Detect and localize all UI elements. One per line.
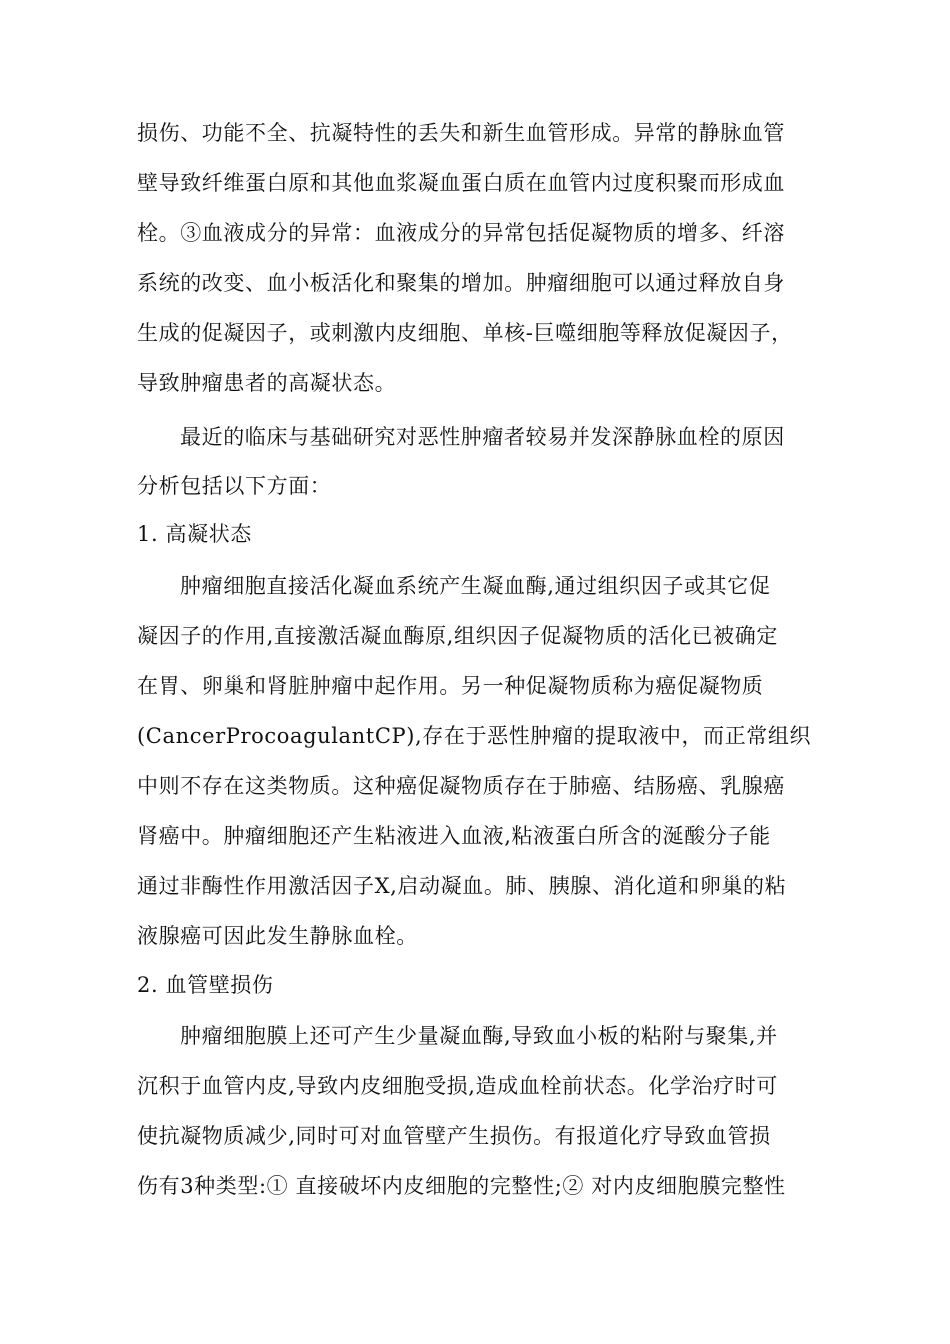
text-line: 沉积于血管内皮,导致内皮细胞受损,造成血栓前状态。化学治疗时可 [137,1074,778,1098]
text-line: 在胃、卵巢和肾脏肿瘤中起作用。另一种促凝物质称为癌促凝物质 [137,674,764,698]
text-line: 中则不存在这类物质。这种癌促凝物质存在于肺癌、结肠癌、乳腺癌 [137,774,785,798]
section-heading: 1. 高凝状态 [137,522,252,546]
text-line: 导致肿瘤患者的高凝状态。 [137,371,397,395]
text-line: 系统的改变、血小板活化和聚集的增加。肿瘤细胞可以通过释放自身 [137,271,785,295]
text-line: 最近的临床与基础研究对恶性肿瘤者较易并发深静脉血栓的原因 [180,425,785,449]
text-line: 通过非酶性作用激活因子X,启动凝血。肺、胰腺、消化道和卵巢的粘 [137,874,787,898]
section-heading: 2. 血管壁损伤 [137,973,274,997]
text-line: 壁导致纤维蛋白原和其他血浆凝血蛋白质在血管内过度积聚而形成血 [137,171,785,195]
text-line: (CancerProcoagulantCP),存在于恶性肿瘤的提取液中，而正常组织 [137,724,812,748]
text-line: 肿瘤细胞直接活化凝血系统产生凝血酶,通过组织因子或其它促 [180,574,771,598]
text-line: 分析包括以下方面： [137,474,332,498]
text-line: 使抗凝物质减少,同时可对血管壁产生损伤。有报道化疗导致血管损 [137,1124,771,1148]
text-line: 肾癌中。肿瘤细胞还产生粘液进入血液,粘液蛋白所含的涎酸分子能 [137,824,771,848]
text-line: 液腺癌可因此发生静脉血栓。 [137,924,418,948]
text-line: 肿瘤细胞膜上还可产生少量凝血酶,导致血小板的粘附与聚集,并 [180,1024,778,1048]
text-line: 伤有3种类型:① 直接破坏内皮细胞的完整性;② 对内皮细胞膜完整性 [137,1174,786,1198]
text-line: 生成的促凝因子，或刺激内皮细胞、单核-巨噬细胞等释放促凝因子， [137,321,793,345]
text-line: 凝因子的作用,直接激活凝血酶原,组织因子促凝物质的活化已被确定 [137,624,778,648]
text-line: 损伤、功能不全、抗凝特性的丢失和新生血管形成。异常的静脉血管 [137,121,785,145]
text-line: 栓。③血液成分的异常：血液成分的异常包括促凝物质的增多、纤溶 [137,221,785,245]
